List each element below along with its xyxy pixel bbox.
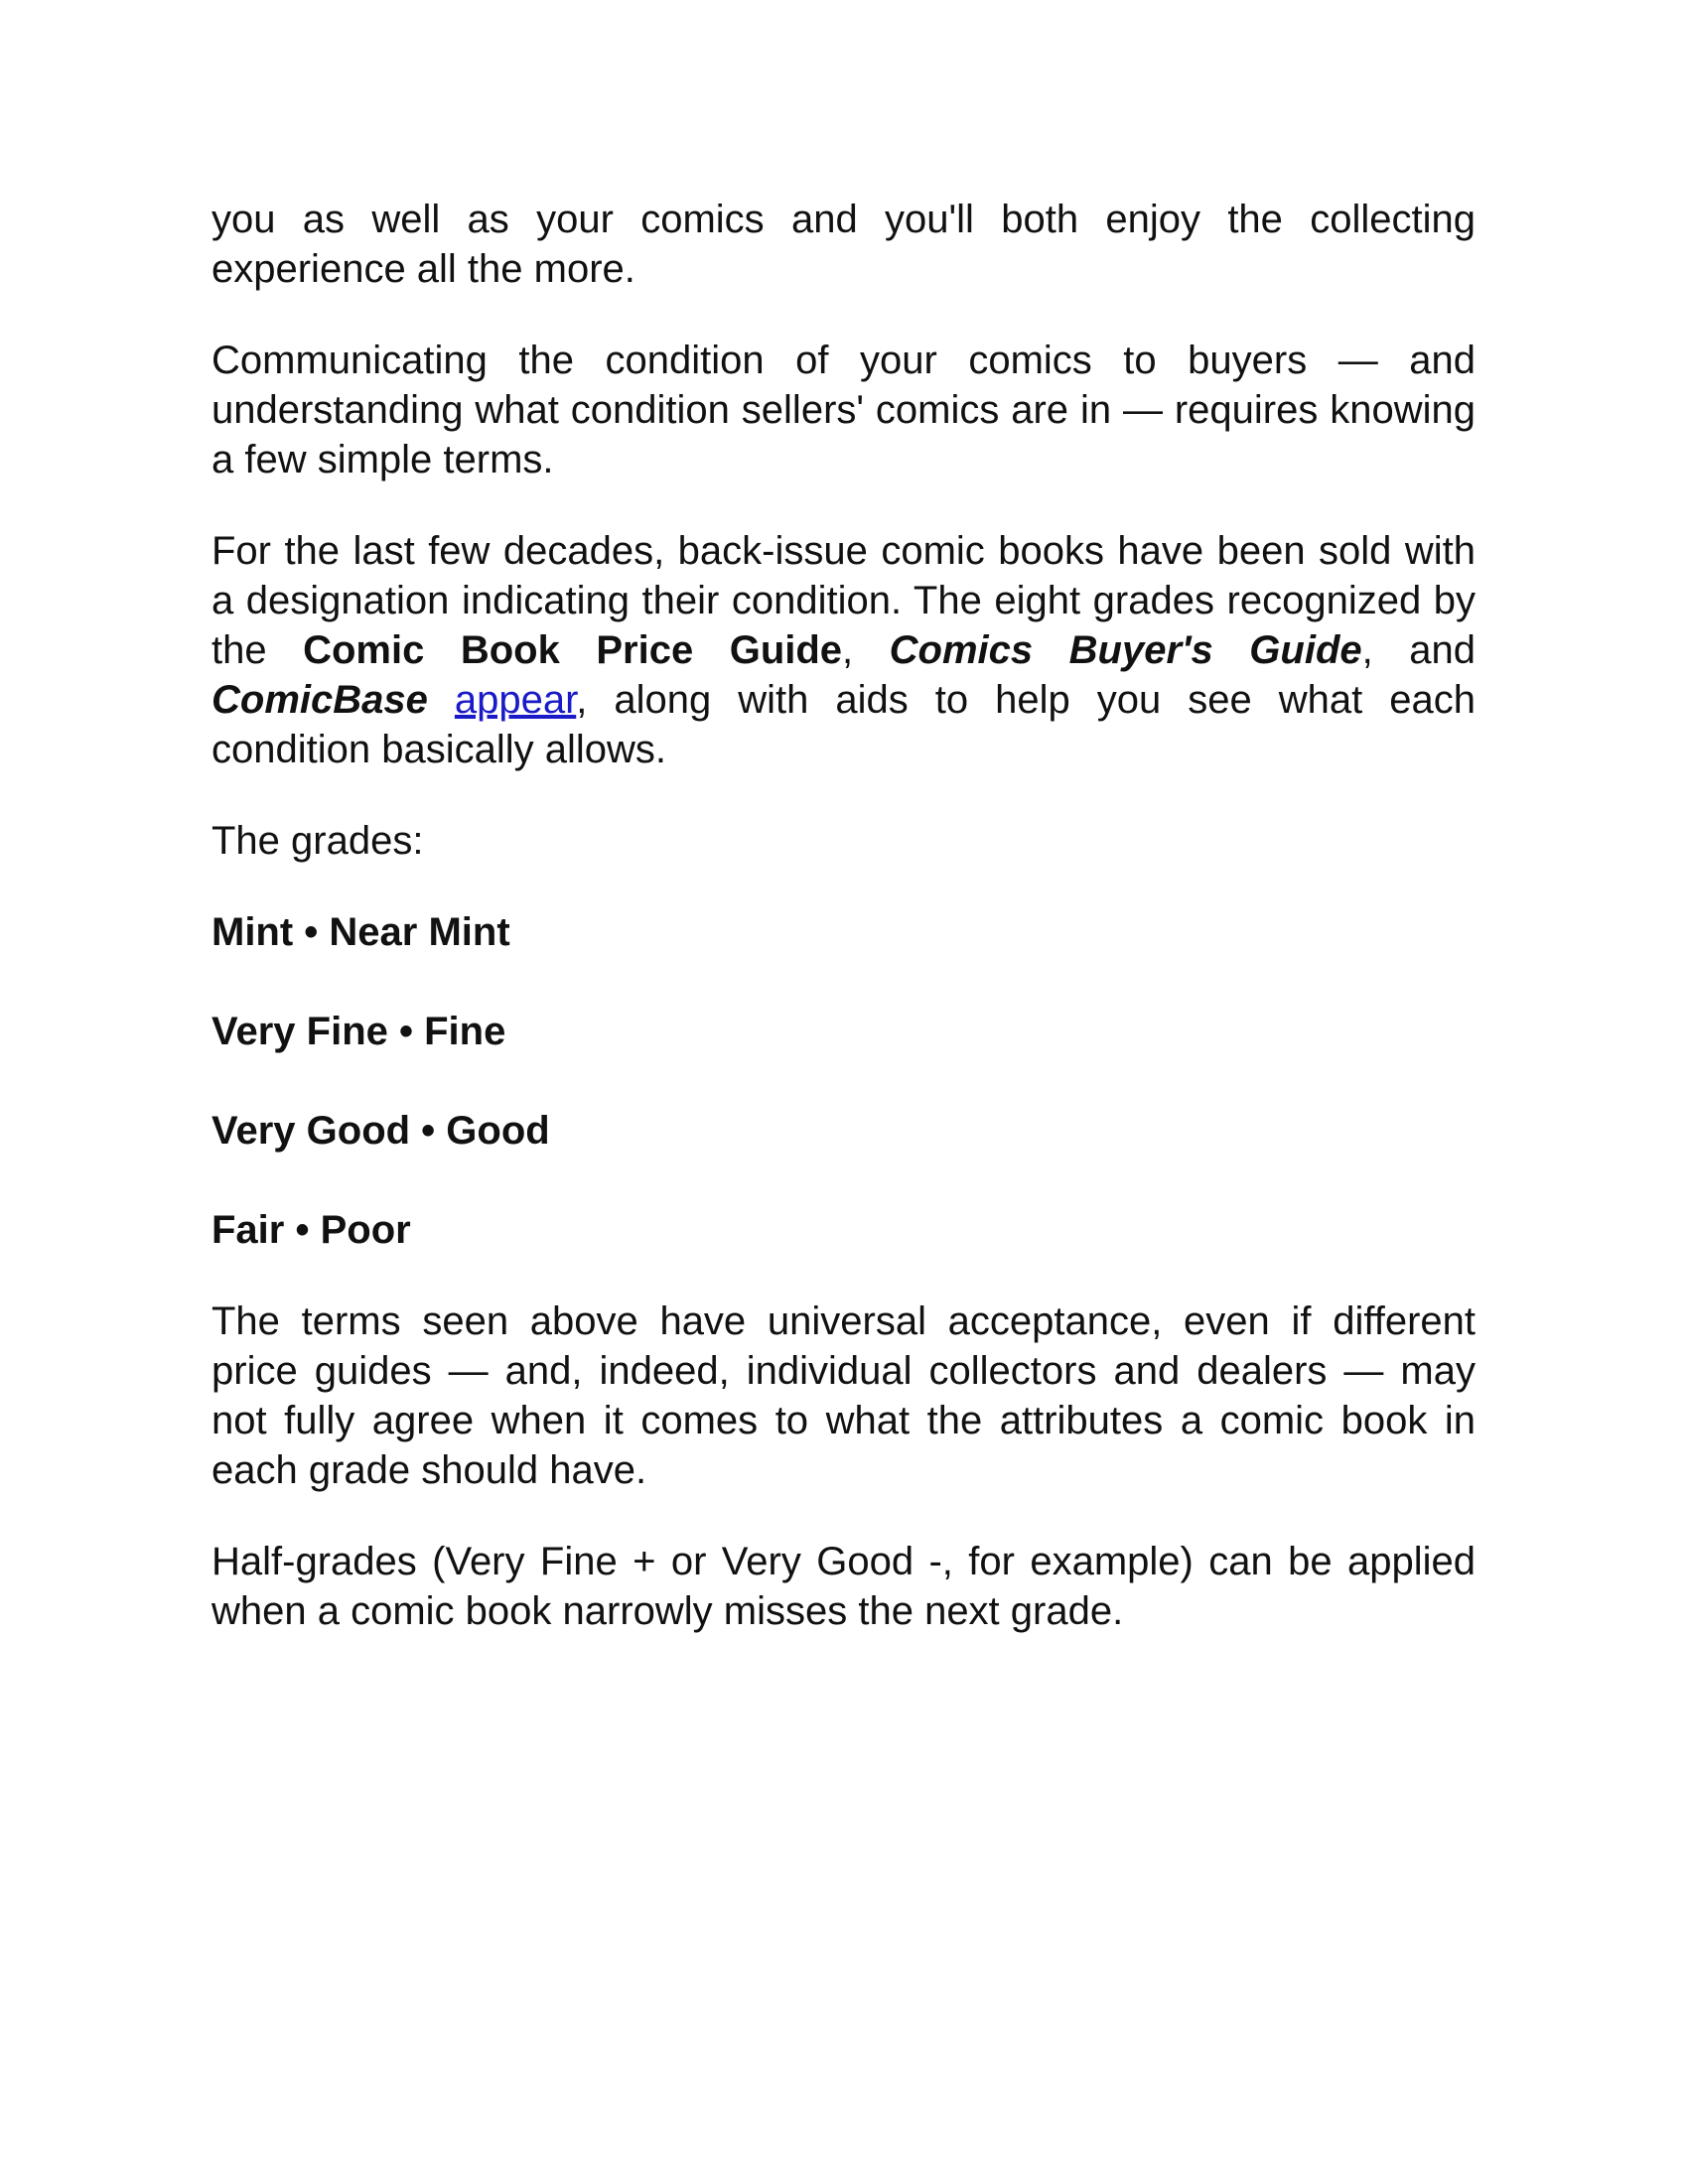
page-body <box>211 195 1476 1678</box>
text-segment: , <box>842 628 890 672</box>
grade-line-mint: Mint • Near Mint <box>211 910 510 954</box>
title-comic-book-price-guide: Comic Book Price Guide <box>303 628 843 672</box>
paragraph-grade-designations <box>211 526 1476 774</box>
text-segment <box>428 678 455 722</box>
text-segment: , along with aids to help you see what each condition basically allows. <box>211 678 1476 771</box>
paragraph-universal-acceptance: The terms seen above have universal acceptance, even if different price guides — and, indeed, individual collectors and dealers — may not fully agree when it comes to what the attributes a comic book in each grade should have. <box>211 1299 1476 1492</box>
paragraph-collecting-experience: you as well as your comics and you'll both enjoy the collecting experience all the more. <box>211 198 1476 291</box>
grades-intro: The grades: <box>211 819 424 863</box>
text-segment: , and <box>1361 628 1476 672</box>
title-comicbase: ComicBase <box>211 678 428 722</box>
grade-line-very-good: Very Good • Good <box>211 1109 550 1153</box>
paragraph-communicating-condition: Communicating the condition of your comics to buyers — and understanding what condition sellers' comics are in — requires knowing a few simple terms. <box>211 339 1476 481</box>
title-comics-buyers-guide: Comics Buyer's Guide <box>889 628 1362 672</box>
text-segment: For the last few decades, back-issue comic books have been sold with a designation indicating their condition. The eight grades recognized by the <box>211 529 1476 672</box>
paragraph-half-grades: Half-grades (Very Fine + or Very Good -, for example) can be applied when a comic book narrowly misses the next grade. <box>211 1540 1476 1633</box>
grade-line-very-fine: Very Fine • Fine <box>211 1010 506 1053</box>
appear-link[interactable]: appear <box>454 678 577 722</box>
grade-line-fair: Fair • Poor <box>211 1208 411 1252</box>
